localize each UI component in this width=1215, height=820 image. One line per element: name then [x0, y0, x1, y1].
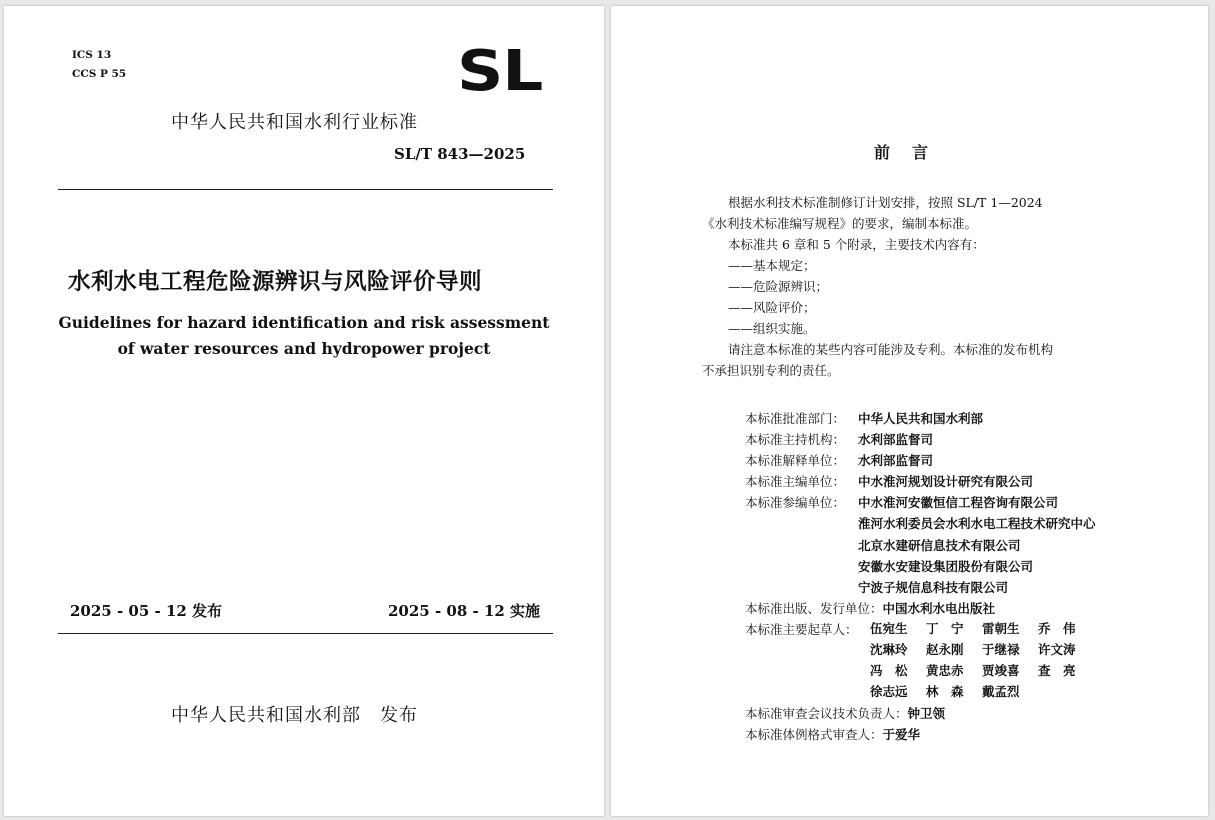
drafter-name: 丁 宁	[926, 621, 964, 636]
participant: 中水淮河安徽恒信工程咨询有限公司	[858, 495, 1059, 511]
content-item: ——风险评价；	[728, 300, 816, 315]
drafter-name: 林 森	[926, 684, 964, 700]
drafter-name: 乔 伟	[1038, 621, 1076, 636]
implementation-date: 2025 - 08 - 12 实施	[388, 602, 541, 620]
host-row	[745, 429, 1096, 450]
press-label: 本标准出版、发行单位：	[745, 600, 883, 616]
press-value: 中国水利水电出版社	[882, 600, 996, 616]
drafters-line	[870, 618, 1094, 639]
drafter-name: 贾竣喜	[982, 663, 1020, 679]
interpret-label: 本标准解释单位：	[745, 453, 846, 469]
chief-value: 中水淮河规划设计研究有限公司	[858, 474, 1034, 490]
drafter-name: 于继禄	[982, 642, 1020, 658]
patent-line2: 不承担识别专利的责任。	[702, 363, 840, 378]
title-english-line1: Guidelines for hazard identification and risk assessment	[58, 313, 550, 332]
content-item: ——组织实施。	[728, 321, 816, 336]
drafter-name: 徐志远	[870, 684, 908, 700]
drafter-name: 查 亮	[1038, 663, 1076, 679]
para1-line2: 《水利技术标准编写规程》的要求，编制本标准。	[702, 216, 978, 231]
format-value: 于爱华	[882, 727, 921, 743]
title-chinese: 水利水电工程危险源辨识与风险评价导则	[68, 269, 483, 295]
sl-logo: SL	[457, 39, 543, 104]
format-label: 本标准体例格式审查人：	[745, 727, 883, 743]
drafters-line	[870, 681, 1094, 702]
drafters-line	[870, 660, 1094, 681]
chief-label: 本标准主编单位：	[745, 474, 846, 490]
approval-value: 中华人民共和国水利部	[858, 411, 984, 426]
drafter-name: 雷朝生	[982, 621, 1020, 636]
participants-row	[745, 492, 1096, 513]
chief-row	[745, 471, 1096, 492]
drafter-name: 冯 松	[870, 663, 908, 679]
participant: 安徽水安建设集团股份有限公司	[858, 558, 1034, 574]
preface-heading: 前言	[874, 143, 951, 162]
drafter-name: 赵永刚	[926, 642, 964, 658]
participant: 淮河水利委员会水利水电工程技术研究中心	[858, 516, 1096, 532]
para2: 本标准共 6 章和 5 个附录，主要技术内容有：	[728, 237, 985, 252]
drafter-name: 伍宛生	[870, 621, 908, 636]
ics-code: ICS 13	[72, 49, 112, 61]
drafter-name: 沈琳玲	[870, 642, 908, 658]
para1-line1: 根据水利技术标准制修订计划安排，按照 SL/T 1—2024	[728, 195, 1043, 210]
review-value: 钟卫领	[907, 706, 946, 722]
participants-label: 本标准参编单位：	[745, 495, 846, 511]
bottom-rule	[58, 633, 553, 634]
patent-line1: 请注意本标准的某些内容可能涉及专利。本标准的发布机构	[728, 342, 1054, 357]
preface-body	[702, 192, 1122, 381]
drafters-line	[870, 639, 1094, 660]
participant: 北京水建研信息技术有限公司	[858, 537, 1021, 553]
ccs-code: CCS P 55	[72, 68, 127, 80]
title-english-line2: of water resources and hydropower project	[117, 339, 491, 358]
drafters-grid	[870, 618, 1094, 702]
host-label: 本标准主持机构：	[745, 432, 846, 448]
press-row	[745, 598, 1096, 619]
host-value: 水利部监督司	[858, 432, 934, 448]
interpret-row	[745, 450, 1096, 471]
content-item: ——基本规定；	[728, 258, 816, 273]
drafter-name: 许文涛	[1038, 642, 1076, 658]
approval-row	[745, 408, 1096, 429]
issue-date: 2025 - 05 - 12 发布	[70, 602, 223, 620]
preface-page	[611, 6, 1208, 816]
participant: 宁波子规信息科技有限公司	[858, 579, 1009, 595]
interpret-value: 水利部监督司	[858, 453, 934, 469]
publisher: 中华人民共和国水利部 发布	[171, 705, 418, 726]
top-rule	[58, 189, 553, 190]
content-item: ——危险源辨识；	[728, 279, 829, 294]
cover-page	[4, 6, 604, 816]
drafter-name: 黄忠赤	[926, 663, 964, 679]
drafter-name: 戴孟烈	[982, 684, 1020, 700]
standard-number: SL/T 843—2025	[394, 145, 526, 163]
format-row	[745, 724, 1096, 745]
review-label: 本标准审查会议技术负责人：	[745, 706, 908, 722]
approval-label: 本标准批准部门：	[745, 411, 846, 426]
drafters-label: 本标准主要起草人：	[745, 621, 858, 637]
review-row	[745, 703, 1096, 724]
issuing-authority: 中华人民共和国水利行业标准	[171, 112, 418, 133]
